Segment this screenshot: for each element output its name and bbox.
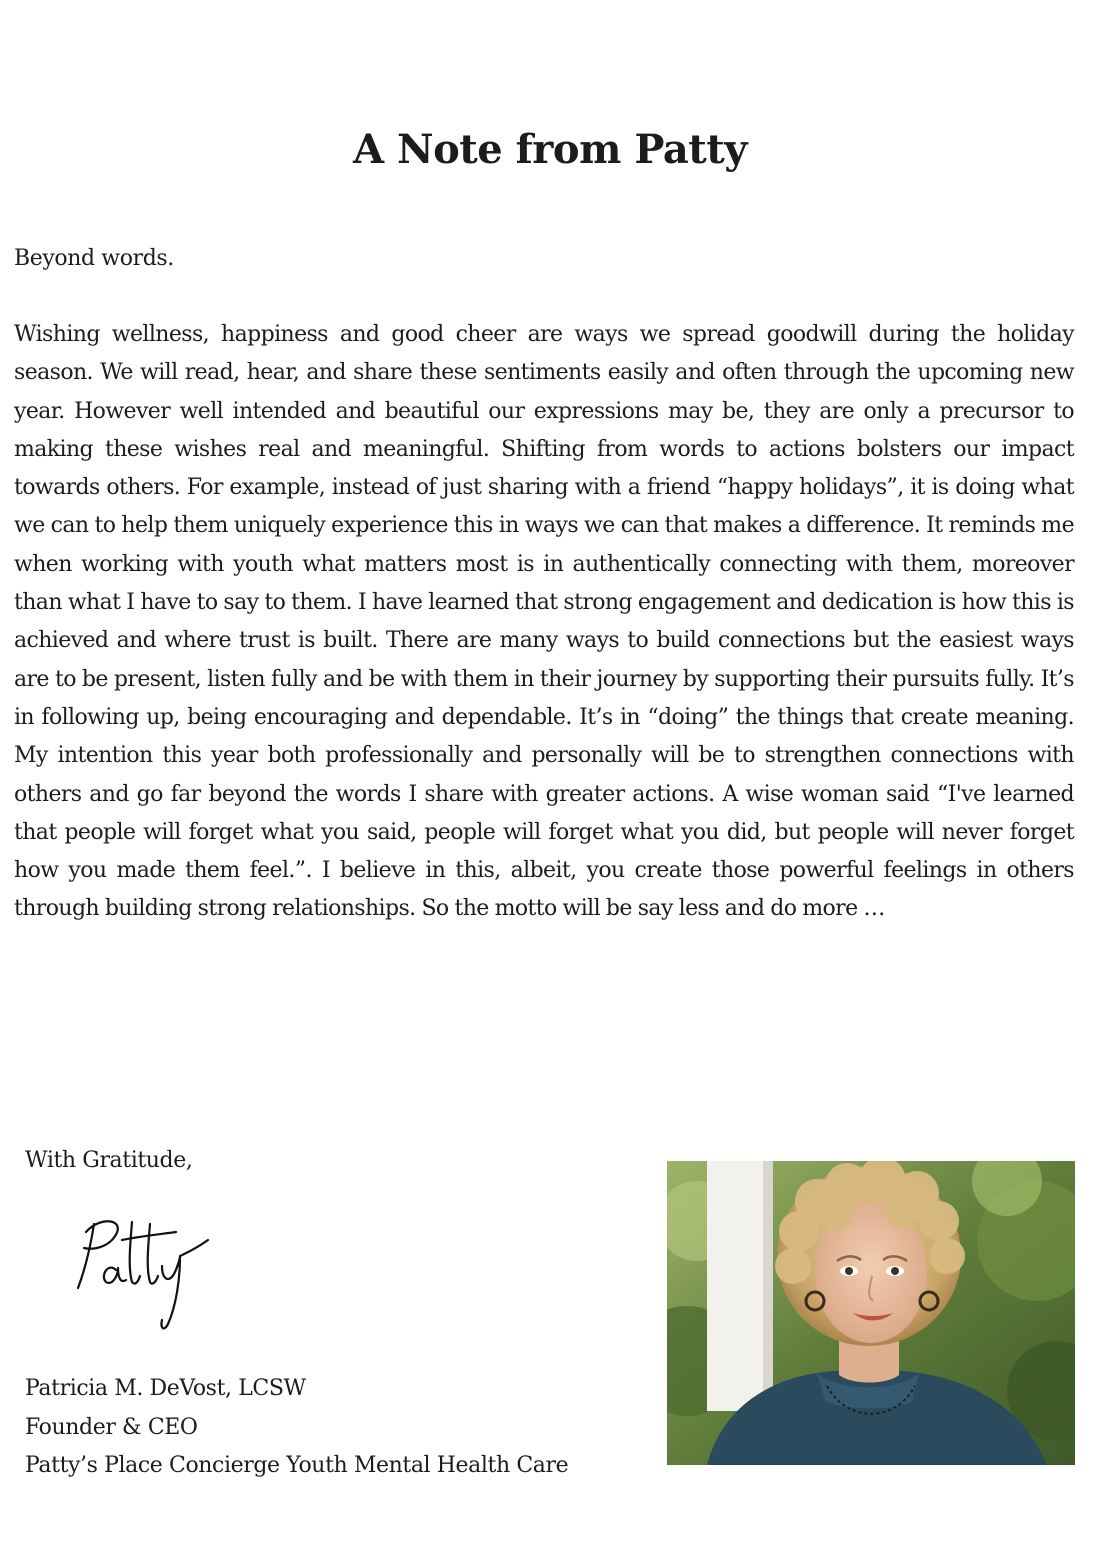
- closing-line: With Gratitude,: [25, 1148, 193, 1173]
- greeting-line: Beyond words.: [14, 246, 174, 271]
- letter-body: Wishing wellness, happiness and good cheer are ways we spread goodwill during the holiday season. We will read, hear, and share these sentiments easily and often through the upcoming new year. However well intended and beautiful our expressions may be, they are only a precursor to making these wishes real and meaningful. Shifting from words to actions bolsters our impact towards others. For example, instead of just sharing with a friend “happy holidays”, it is doing what we can to help them uniquely experience this in ways we can that makes a difference. It reminds me when working with youth what matters most is in authentically connecting with them, moreover than what I have to say to them. I have learned that strong engagement and dedication is how this is achieved and where trust is built. There are many ways to build connections but the easiest ways are to be present, listen fully and be with them in their journey by supporting their pursuits fully. It’s in following up, being encouraging and dependable. It’s in “doing” the things that create meaning. My intention this year both professionally and personally will be to strengthen connections with others and go far beyond the words I share with greater actions. A wise woman said “I've learned that people will forget what you said, people will forget what you did, but people will never forget how you made them feel.”. I believe in this, albeit, you create those powerful feelings in others through building strong relationships. So the motto will be say less and do more …: [14, 322, 1074, 922]
- portrait-photo: [667, 1161, 1075, 1465]
- signer-role: Founder & CEO: [25, 1414, 198, 1440]
- portrait-illustration: [667, 1161, 1075, 1465]
- page-title: A Note from Patty: [353, 126, 747, 173]
- handwritten-signature: [72, 1210, 222, 1335]
- signature-block: [25, 1370, 568, 1486]
- signer-name: Patricia M. DeVost, LCSW: [25, 1376, 306, 1401]
- signer-organization: Patty’s Place Concierge Youth Mental Health Care: [25, 1453, 569, 1478]
